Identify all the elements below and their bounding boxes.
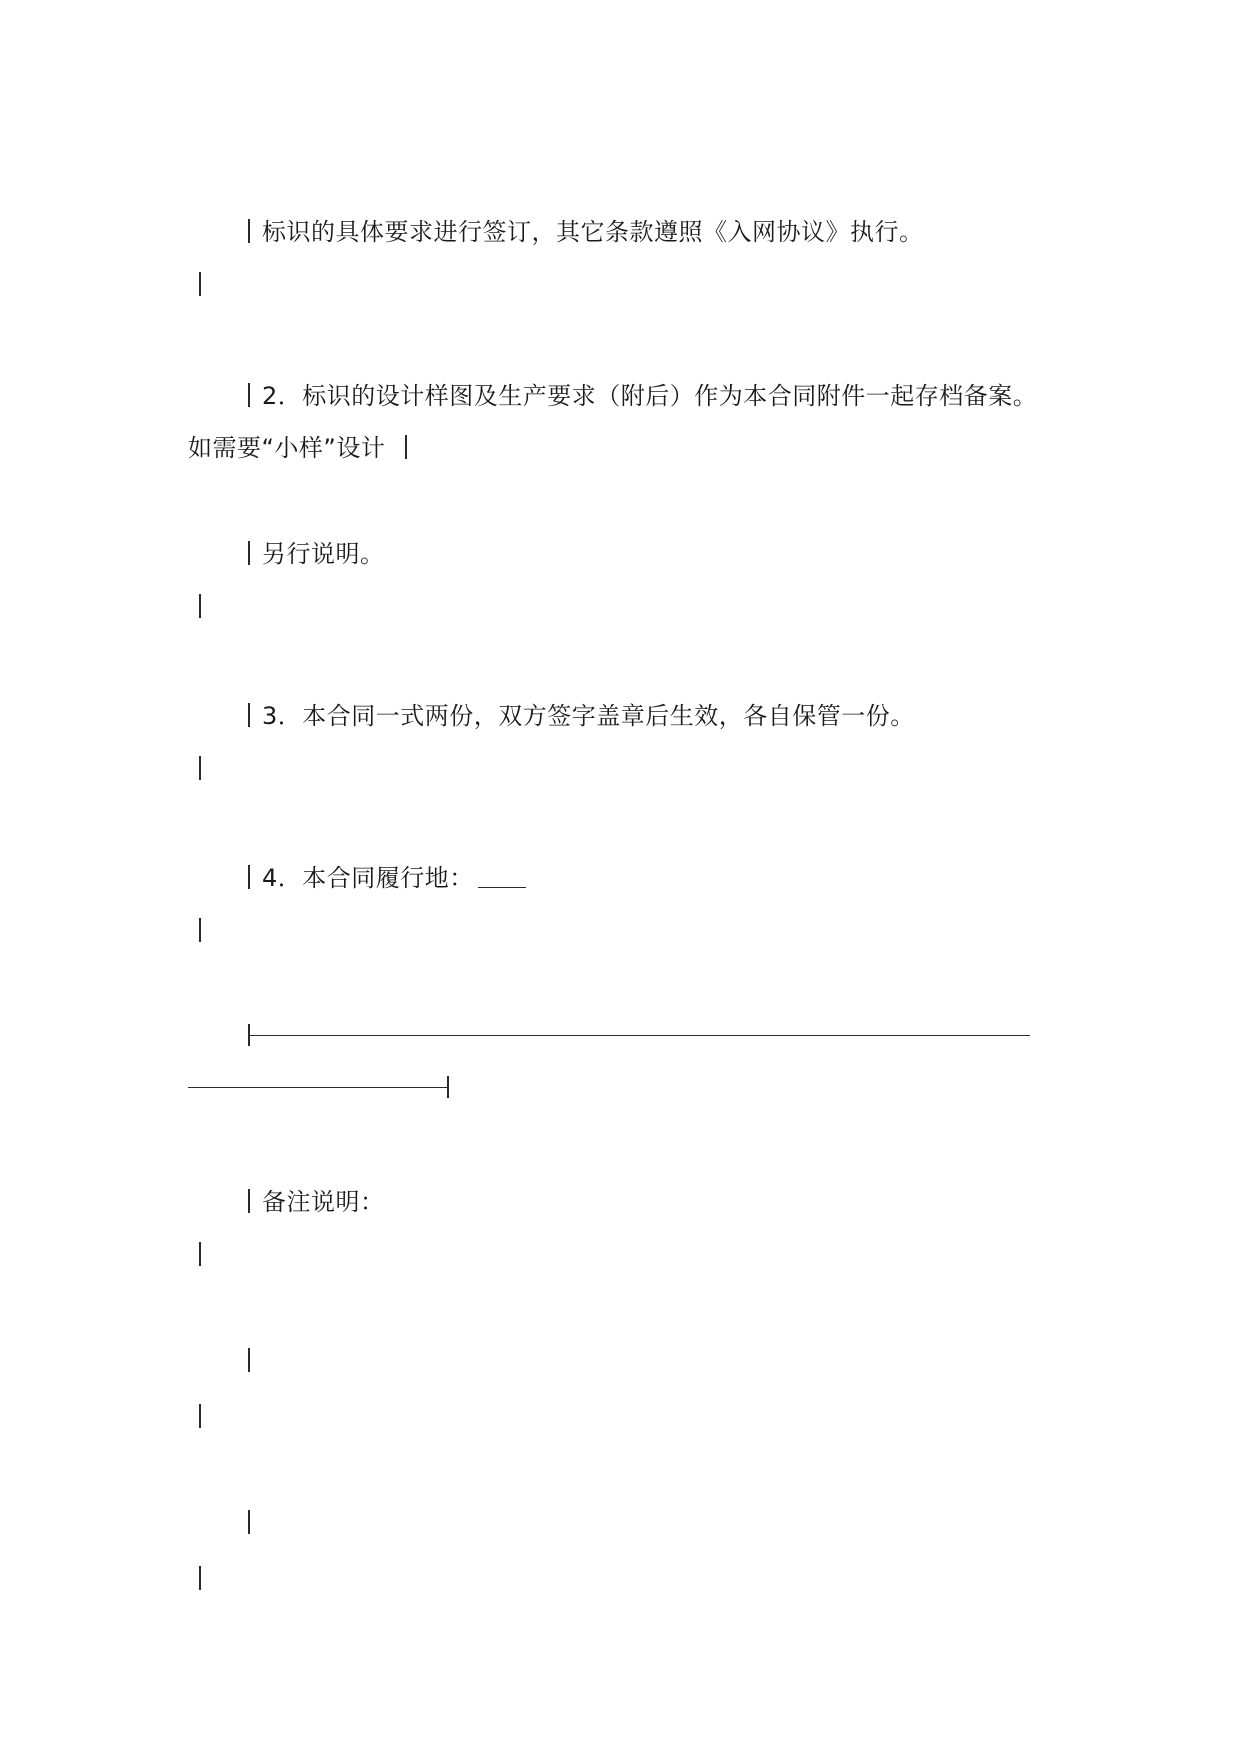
empty-line-bar: [248, 1510, 250, 1534]
rule-end-tick: [447, 1076, 449, 1098]
empty-line-bar: [248, 1348, 250, 1372]
clause-3: [248, 700, 915, 732]
clause-4: [248, 862, 526, 894]
cursor-bar: [248, 541, 250, 565]
cursor-bar: [248, 865, 250, 889]
empty-line-bar: [199, 756, 201, 780]
clause-text: 2．标识的设计样图及生产要求（附后）作为本合同附件一起存档备案。: [262, 382, 1038, 410]
empty-line-bar: [199, 594, 201, 618]
empty-line-bar: [199, 1242, 201, 1266]
clause-text: 标识的具体要求进行签订，其它条款遵照《入网协议》执行。: [262, 218, 924, 246]
empty-line-bar: [199, 1566, 201, 1590]
empty-line-bar: [199, 272, 201, 296]
clause-text: 4．本合同履行地：: [262, 864, 474, 892]
cursor-bar: [248, 703, 250, 727]
empty-line-bar: [199, 918, 201, 942]
remarks-label: 备注说明：: [262, 1188, 385, 1216]
separator-rule: [250, 1035, 1030, 1036]
clause-text: 如需要“小样”设计: [188, 434, 386, 462]
clause-text-signing: [248, 216, 924, 248]
clause-2-continuation: [248, 538, 385, 570]
clause-2-line-1: [248, 380, 1037, 412]
empty-line-bar: [199, 1404, 201, 1428]
cursor-bar: [248, 1189, 250, 1213]
cursor-bar: [405, 435, 407, 459]
clause-2-line-2: [188, 432, 407, 464]
fill-in-blank[interactable]: [478, 865, 526, 888]
clause-text: 3．本合同一式两份，双方签字盖章后生效，各自保管一份。: [262, 702, 915, 730]
cursor-bar: [248, 219, 250, 243]
remarks-heading: [248, 1186, 385, 1218]
separator-rule-continued: [188, 1087, 448, 1088]
clause-text: 另行说明。: [262, 540, 385, 568]
cursor-bar: [248, 383, 250, 407]
